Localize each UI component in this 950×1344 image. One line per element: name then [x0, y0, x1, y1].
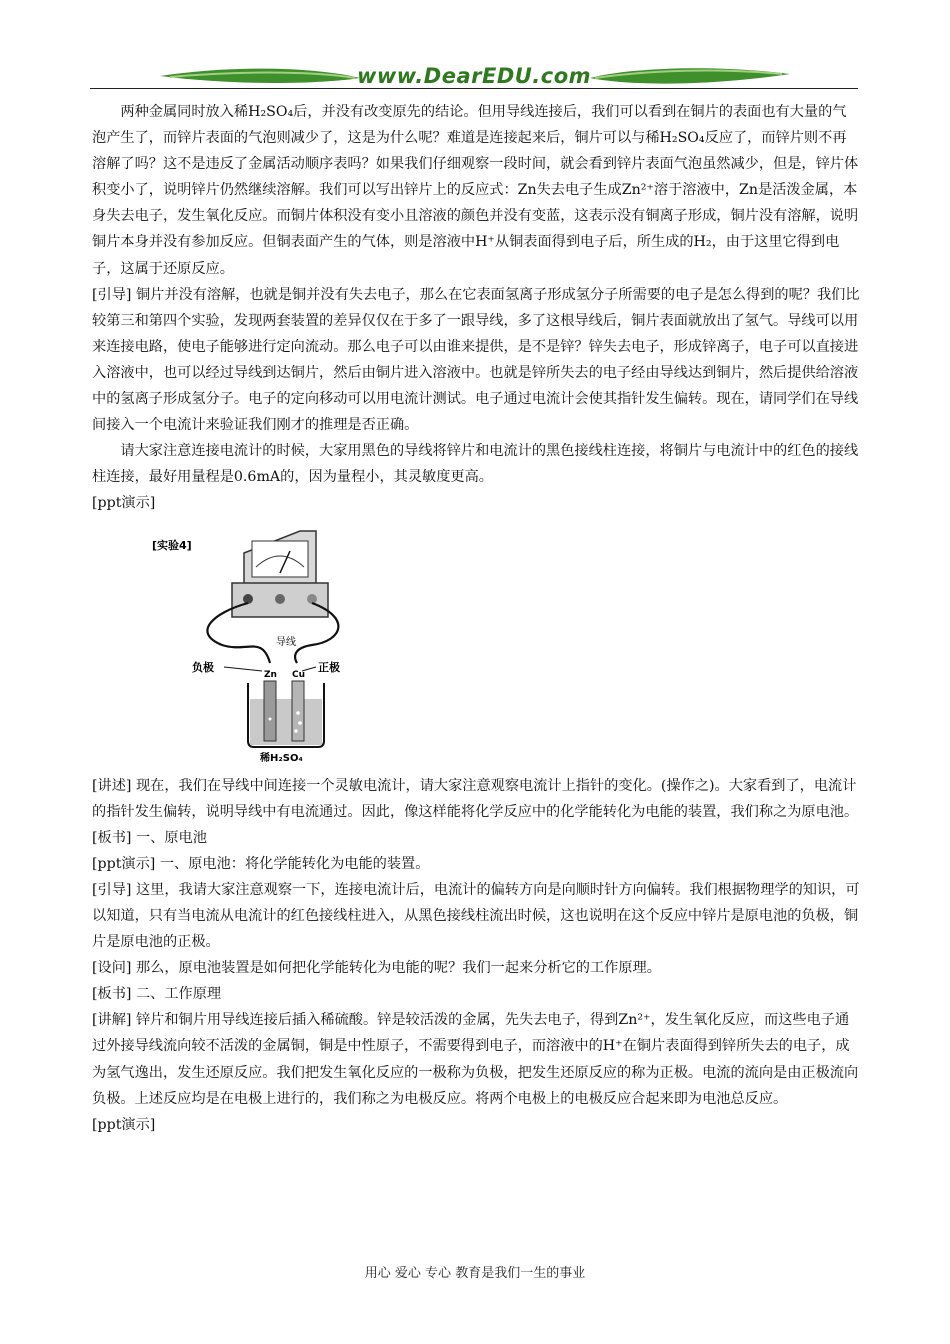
paragraph-question: [设问] 那么，原电池装置是如何把化学能转化为电能的呢？我们一起来分析它的工作原理。: [92, 960, 661, 977]
paragraph-explain: [讲述] 现在，我们在导线中间连接一个灵敏电流计，请大家注意观察电流计上指针的变化。(操作之)。大家看到了，电流计的指针发生偏转，说明导线中有电流通过。因此，像这样能将化学反应中的化学能转化为电能的装置，我们称之为原电池。: [92, 777, 859, 820]
document-body: [92, 99, 860, 1138]
board-note-1: [板书] 一、原电池: [92, 829, 207, 846]
site-logo-text[interactable]: www.DearEDU.com: [356, 64, 592, 88]
paragraph-2: [引导] 铜片并没有溶解，也就是铜并没有失去电子，那么在它表面氢离子形成氢分子所需要的电子是怎么得到的呢？我们比较第三和第四个实验，发现两套装置的差异仅仅在于多了一跟导线，多了这根导线后，铜片表面就放出了氢气。导线可以用来连接电路，使电子能够进行定向流动。那么电子可以由谁来提供，是不是锌？锌失去电子，形成锌离子，电子可以直接进入溶液中，也可以经过导线到达铜片，然后由铜片进入溶液中。也就是锌所失去的电子经由导线达到铜片，然后提供给溶液中的氢离子形成氢分子。电子的定向移动可以用电流计测试。电子通过电流计会使其指针发生偏转。现在，请同学们在导线间接入一个电流计来验证我们刚才的推理是否正确。: [92, 286, 860, 434]
paragraph-1: 两种金属同时放入稀H₂SO₄后，并没有改变原先的结论。但用导线连接后，我们可以看到在铜片的表面也有大量的气泡产生了，而锌片表面的气泡则减少了，这是为什么呢？难道是连接起来后，铜片可以与稀H₂SO₄反应了，而锌片则不再溶解了吗？这不是违反了金属活动顺序表吗？如果我们仔细观察一段时间，就会看到锌片表面气泡虽然减少，但是，锌片体积变小了，说明锌片仍然继续溶解。我们可以写出锌片上的反应式：Zn失去电子生成Zn²⁺溶于溶液中，Zn是活泼金属，本身失去电子，发生氧化反应。而铜片体积没有变小且溶液的颜色并没有变蓝，这表示没有铜离子形成，铜片没有溶解，说明铜片本身并没有参加反应。但铜表面产生的气体，则是溶液中H⁺从铜表面得到电子后，所生成的H₂，由于这里它得到电子，这属于还原反应。: [92, 104, 859, 277]
beaker-icon: [248, 681, 324, 747]
site-header: [90, 56, 858, 96]
ppt-demo-label-2: [ppt演示]: [92, 1116, 156, 1133]
ppt-demo-label-1: [ppt演示]: [92, 495, 156, 512]
zinc-label: Zn: [264, 669, 277, 680]
paragraph-guide: [引导] 这里，我请大家注意观察一下，连接电流计后，电流计的偏转方向是向顺时针方向偏转。我们根据物理学的知识，可以知道，只有当电流从电流计的红色接线柱进入，从黑色接线柱流出时候，这也说明在这个反应中锌片是原电池的负极，铜片是原电池的正极。: [92, 881, 860, 951]
ppt-demo-definition: [ppt演示] 一、原电池：将化学能转化为电能的装置。: [92, 855, 430, 872]
page-footer: 用心 爱心 专心 教育是我们一生的事业: [364, 1266, 586, 1281]
negative-electrode-label: 负极: [192, 660, 214, 674]
paragraph-3: 请大家注意连接电流计的时候，大家用黑色的导线将锌片和电流计的黑色接线柱连接，将铜片与电流计中的红色的接线柱连接，最好用量程是0.6mA的，因为量程小，其灵敏度更高。: [92, 443, 859, 486]
paragraph-principle: [讲解] 锌片和铜片用导线连接后插入稀硫酸。锌是较活泼的金属，先失去电子，得到Zn²⁺，发生氧化反应，而这些电子通过外接导线流向较不活泼的金属铜，铜是中性原子，不需要得到电子，而溶液中的H⁺在铜片表面得到锌所失去的电子，成为氢气逸出，发生还原反应。我们把发生氧化反应的一极称为负极，把发生还原反应的称为正极。电流的流向是由正极流向负极。上述反应均是在电极上进行的，我们称之为电极反应。将两个电极上的电极反应合起来即为电池总反应。: [92, 1012, 859, 1107]
wire-label: 导线: [276, 636, 296, 648]
header-divider: [90, 88, 858, 89]
experiment-figure: [92, 523, 860, 763]
solution-label: 稀H₂SO₄: [260, 752, 303, 763]
positive-electrode-label: 正极: [318, 660, 340, 674]
galvanometer-cell-diagram: [152, 523, 412, 763]
figure-title: [实验4]: [152, 538, 192, 552]
copper-label: Cu: [292, 669, 306, 680]
board-note-2: [板书] 二、工作原理: [92, 986, 222, 1003]
